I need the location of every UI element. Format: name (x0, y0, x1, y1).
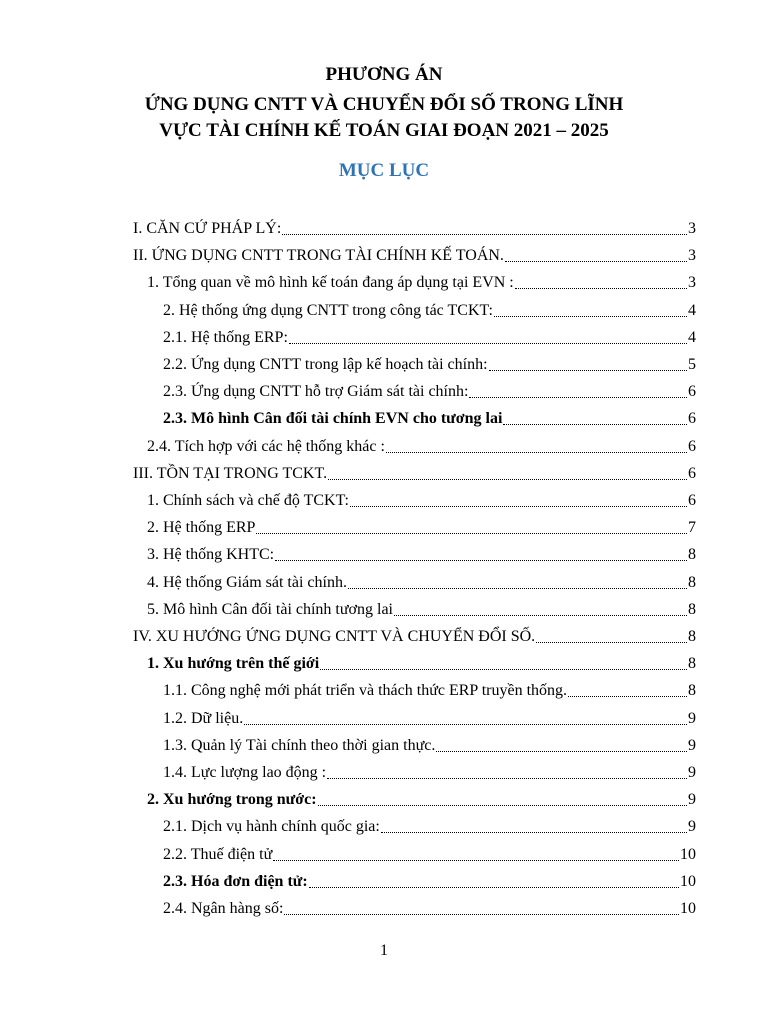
toc-entry-label: 5. Mô hình Cân đối tài chính tương lai (147, 600, 393, 618)
toc-dot-leader (394, 615, 687, 616)
toc-heading: MỤC LỤC (338, 160, 430, 181)
toc-entry-label: 1.4. Lực lượng lao động : (163, 764, 327, 781)
toc-dot-leader (505, 261, 687, 262)
toc-entry-label: 2. Hệ thống ứng dụng CNTT trong công tác TCKT: (163, 301, 493, 319)
toc-entry[interactable] (147, 270, 696, 296)
toc-entry-label: 2. Xu hướng trong nước: (147, 791, 317, 809)
toc-entry-page: 6 (688, 464, 696, 482)
toc-entry-label: 2.4. Ngân hàng số: (163, 900, 284, 917)
toc-entry[interactable] (133, 461, 696, 487)
toc-entry-page: 10 (680, 872, 696, 890)
toc-entry[interactable] (163, 760, 696, 786)
toc-entry-page: 9 (688, 791, 696, 809)
toc-dot-leader (350, 506, 687, 507)
toc-entry-label: 2.2. Thuế điện tử (163, 845, 273, 863)
toc-entry[interactable] (163, 352, 696, 378)
toc-entry[interactable] (163, 706, 696, 732)
toc-dot-leader (381, 832, 687, 833)
document-subtitle-line2: VỰC TÀI CHÍNH KẾ TOÁN GIAI ĐOẠN 2021 – 2025 (159, 120, 609, 141)
toc-dot-leader (320, 669, 687, 670)
toc-entry[interactable] (147, 787, 696, 813)
toc-entry-label: IV. XU HƯỚNG ỨNG DỤNG CNTT VÀ CHUYỂN ĐỔI SỐ. (133, 628, 536, 645)
toc-dot-leader (318, 805, 687, 806)
toc-dot-leader (328, 479, 687, 480)
toc-entry-label: 2.2. Ứng dụng CNTT trong lập kế hoạch tài chính: (163, 356, 488, 373)
toc-entry[interactable] (147, 651, 696, 677)
toc-dot-leader (469, 397, 687, 398)
toc-entry-page: 3 (688, 220, 696, 237)
document-header (0, 62, 768, 184)
toc-entry-page: 8 (688, 546, 696, 564)
toc-entry[interactable] (163, 325, 696, 351)
toc-entry[interactable] (133, 243, 696, 269)
toc-entry-label: 2.3. Mô hình Cân đối tài chính EVN cho tương lai (163, 410, 503, 428)
toc-dot-leader (436, 751, 687, 752)
toc-entry-page: 9 (688, 818, 696, 836)
toc-entry[interactable] (163, 733, 696, 759)
toc-entry-page: 8 (688, 628, 696, 645)
toc-entry-label: 1.3. Quản lý Tài chính theo thời gian thực. (163, 736, 436, 754)
toc-entry[interactable] (163, 298, 696, 324)
toc-entry-page: 6 (688, 383, 696, 401)
toc-dot-leader (244, 724, 687, 725)
toc-entry-page: 10 (680, 900, 696, 917)
toc-entry-label: 1. Tổng quan về mô hình kế toán đang áp dụng tại EVN : (147, 274, 514, 292)
toc-dot-leader (309, 887, 679, 888)
toc-entry[interactable] (147, 488, 696, 514)
toc-entry-page: 9 (688, 736, 696, 754)
toc-dot-leader (256, 533, 687, 534)
toc-entry-page: 3 (688, 274, 696, 292)
toc-entry-label: 2.3. Ứng dụng CNTT hỗ trợ Giám sát tài chính: (163, 383, 469, 401)
document-subtitle-line1: ỨNG DỤNG CNTT VÀ CHUYỂN ĐỔI SỐ TRONG LĨNH (144, 94, 624, 115)
toc-entry-page: 8 (688, 573, 696, 591)
toc-entry-label: 1.2. Dữ liệu. (163, 709, 244, 727)
toc-entry-label: 4. Hệ thống Giám sát tài chính. (147, 573, 347, 591)
toc-entry[interactable] (163, 678, 696, 704)
toc-entry-label: 2.3. Hóa đơn điện tử: (163, 872, 308, 890)
toc-dot-leader (273, 860, 679, 861)
toc-dot-leader (503, 424, 687, 425)
toc-entry[interactable] (147, 570, 696, 596)
toc-entry-page: 4 (688, 301, 696, 319)
toc-dot-leader (386, 452, 687, 453)
toc-entry-page: 6 (688, 410, 696, 428)
toc-dot-leader (568, 696, 687, 697)
toc-entry-page: 8 (688, 655, 696, 673)
toc-entry-page: 3 (688, 247, 696, 265)
toc-entry[interactable] (147, 515, 696, 541)
document-title: PHƯƠNG ÁN (325, 64, 443, 85)
toc-entry-label: 1. Xu hướng trên thế giới (147, 655, 320, 673)
toc-dot-leader (489, 370, 687, 371)
toc-entry[interactable] (163, 896, 696, 922)
page-number: 1 (380, 942, 388, 959)
toc-entry-page: 5 (688, 356, 696, 373)
toc-entry-label: 1.1. Công nghệ mới phát triển và thách thức ERP truyền thống. (163, 682, 568, 700)
toc-entry-page: 6 (688, 492, 696, 509)
toc-entry-label: 2.1. Dịch vụ hành chính quốc gia: (163, 818, 380, 836)
toc-entry[interactable] (147, 597, 696, 623)
toc-entry[interactable] (147, 434, 696, 460)
toc-entry[interactable] (163, 814, 696, 840)
toc-entry-label: I. CĂN CỨ PHÁP LÝ: (133, 220, 282, 237)
toc-entry-label: II. ỨNG DỤNG CNTT TRONG TÀI CHÍNH KẾ TOÁN. (133, 247, 504, 265)
toc-dot-leader (284, 914, 679, 915)
toc-entry-page: 6 (688, 437, 696, 455)
toc-entry-label: 1. Chính sách và chế độ TCKT: (147, 492, 349, 509)
toc-entry-page: 10 (680, 845, 696, 863)
toc-dot-leader (275, 560, 687, 561)
toc-dot-leader (282, 234, 687, 235)
toc-entry[interactable] (163, 379, 696, 405)
toc-entry-page: 4 (688, 328, 696, 346)
toc-entry-label: 3. Hệ thống KHTC: (147, 546, 275, 564)
toc-entry-page: 9 (688, 764, 696, 781)
toc-entry-label: 2. Hệ thống ERP (147, 519, 256, 537)
toc-dot-leader (327, 778, 687, 779)
toc-dot-leader (494, 316, 687, 317)
toc-entry[interactable] (163, 406, 696, 432)
toc-entry[interactable] (133, 216, 696, 242)
toc-entry[interactable] (163, 842, 696, 868)
toc-entry[interactable] (147, 542, 696, 568)
toc-entry-page: 8 (688, 682, 696, 700)
toc-dot-leader (289, 343, 687, 344)
toc-dot-leader (536, 642, 687, 643)
toc-entry[interactable] (163, 869, 696, 895)
toc-entry-label: 2.1. Hệ thống ERP: (163, 328, 288, 346)
toc-entry-label: III. TỒN TẠI TRONG TCKT. (133, 464, 328, 482)
toc-dot-leader (515, 288, 687, 289)
toc-entry-page: 9 (688, 709, 696, 727)
toc-entry-page: 8 (688, 600, 696, 618)
toc-dot-leader (348, 588, 687, 589)
toc-entry-label: 2.4. Tích hợp với các hệ thống khác : (147, 437, 385, 455)
toc-entry-page: 7 (688, 519, 696, 537)
toc-entry[interactable] (133, 624, 696, 650)
